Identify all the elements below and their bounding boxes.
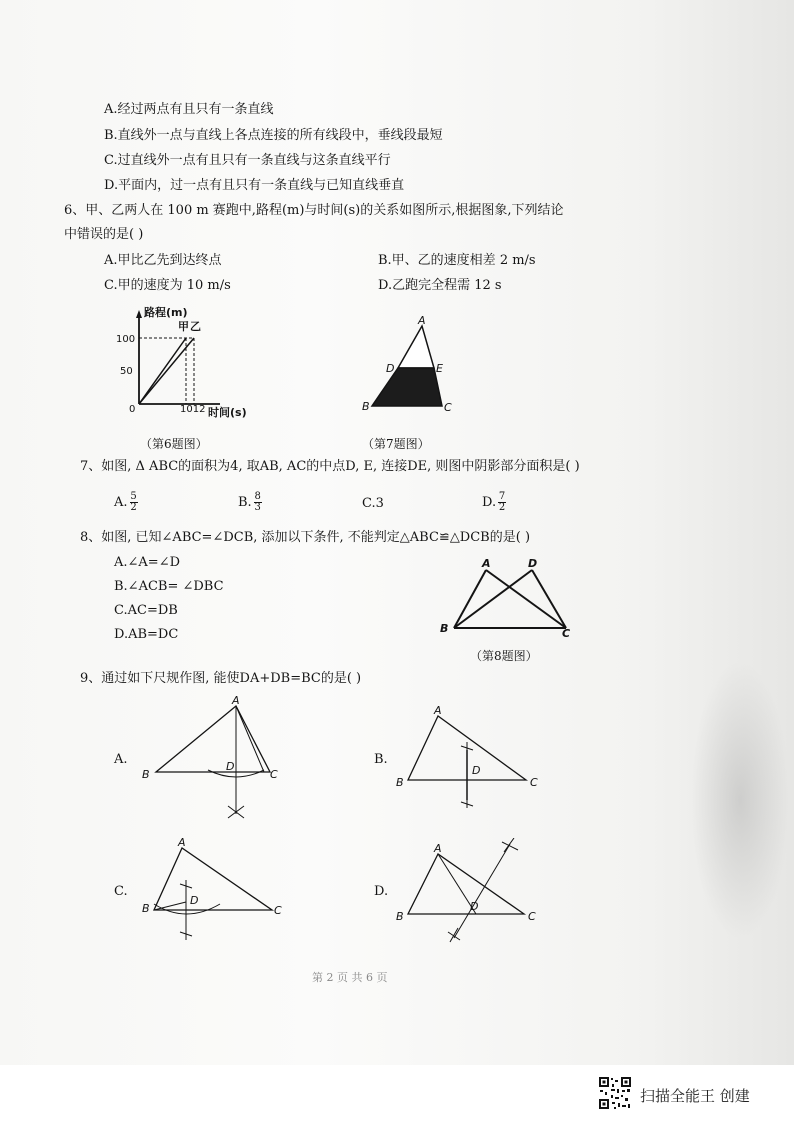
q8-stem: 8、如图, 已知∠ABC=∠DCB, 添加以下条件, 不能判定△ABC≌△DCB的是( ) xyxy=(80,530,531,545)
q9d-label-c: C xyxy=(528,910,536,923)
q9-stem: 9、通过如下尺规作图, 能使DA+DB=BC的是( ) xyxy=(80,671,362,686)
q7-caption: （第7题图） xyxy=(362,437,430,451)
q9a-label-a: A xyxy=(232,694,240,707)
q9a-label-d: D xyxy=(226,760,235,773)
scanner-watermark xyxy=(598,1076,788,1112)
q6-xlabel: 时间(s) xyxy=(208,406,247,419)
q5-option-d: D.平面内，过一点有且只有一条直线与已知直线垂直 xyxy=(104,178,405,193)
q6-option-d: D.乙跑完全程需 12 s xyxy=(378,278,502,293)
q9a-label-c: C xyxy=(270,768,278,781)
q7-stem: 7、如图, Δ ABC的面积为4, 取AB, AC的中点D, E, 连接DE, 则图中阴影部分面积是( ) xyxy=(80,459,580,474)
q9-option-b-label: B. xyxy=(374,752,388,767)
q6-ytick-100: 100 xyxy=(116,334,136,345)
q9c-label-b: B xyxy=(142,902,150,915)
q7-shaded-region xyxy=(372,368,442,406)
q9b-label-b: B xyxy=(396,776,404,789)
q8-label-c: C xyxy=(562,627,571,640)
q6-label-jia: 甲 xyxy=(178,320,189,333)
q8-label-a: A xyxy=(482,557,491,570)
q6-origin: 0 xyxy=(129,404,136,415)
q9-figure-d xyxy=(394,838,554,944)
q9d-label-d: D xyxy=(470,900,479,913)
q9-option-c-label: C. xyxy=(114,884,128,899)
q6-label-yi: 乙 xyxy=(190,320,201,333)
q9c-label-d: D xyxy=(190,894,199,907)
q7-label-c: C xyxy=(444,401,452,414)
q8-option-a: A.∠A=∠D xyxy=(114,555,181,570)
q9-option-a-label: A. xyxy=(114,752,128,767)
q8-option-c: C.AC=DB xyxy=(114,603,178,618)
q9b-label-c: C xyxy=(530,776,538,789)
q7-label-b: B xyxy=(362,400,370,413)
scanner-brand-text: 扫描全能王 创建 xyxy=(640,1087,750,1105)
q8-caption: （第8题图） xyxy=(470,649,538,663)
q5-option-c: C.过直线外一点有且只有一条直线与这条直线平行 xyxy=(104,153,391,168)
qr-code-icon xyxy=(598,1076,632,1110)
q7-figure xyxy=(356,310,466,422)
q6-option-c: C.甲的速度为 10 m/s xyxy=(104,278,231,293)
q7-option-b: B. $\frac{8}{3}$ xyxy=(238,491,261,513)
q7-option-c: C.3 xyxy=(362,496,384,511)
q9a-label-b: B xyxy=(142,768,150,781)
q9d-label-b: B xyxy=(396,910,404,923)
q6-caption: （第6题图） xyxy=(140,437,208,451)
q6-stem-line1: 6、甲、乙两人在 100 m 赛跑中,路程(m)与时间(s)的关系如图所示,根据图象,下列结论 xyxy=(64,203,564,218)
q6-ylabel: 路程(m) xyxy=(144,306,188,319)
q7-label-a: A xyxy=(418,314,426,327)
q9-figure-b xyxy=(394,700,554,812)
q7-label-e: E xyxy=(436,362,443,375)
q9b-label-d: D xyxy=(472,764,481,777)
q6-graph xyxy=(108,298,278,426)
q6-ytick-50: 50 xyxy=(120,366,133,377)
q8-figure xyxy=(436,556,584,640)
q9-figure-a xyxy=(140,694,290,822)
q6-xticks: 1012 xyxy=(180,404,206,415)
q9c-label-c: C xyxy=(274,904,282,917)
page-footer: 第 2 页 共 6 页 xyxy=(312,971,388,984)
q9-option-d-label: D. xyxy=(374,884,389,899)
q9-figure-c xyxy=(140,832,290,944)
q7-option-d: D. $\frac{7}{2}$ xyxy=(482,491,506,513)
q9b-label-a: A xyxy=(434,704,442,717)
q5-option-a: A.经过两点有且只有一条直线 xyxy=(104,102,274,117)
q8-option-d: D.AB=DC xyxy=(114,627,179,642)
q9c-label-a: A xyxy=(178,836,186,849)
q8-label-d: D xyxy=(528,557,538,570)
q6-series-jia xyxy=(139,338,186,404)
q8-label-b: B xyxy=(440,622,449,635)
q8-option-b: B.∠ACB= ∠DBC xyxy=(114,579,224,594)
q6-option-a: A.甲比乙先到达终点 xyxy=(104,253,222,268)
q7-option-a: A. $\frac{5}{2}$ xyxy=(114,491,137,513)
q5-option-b: B.直线外一点与直线上各点连接的所有线段中，垂线段最短 xyxy=(104,128,443,143)
scan-smudge xyxy=(690,660,790,940)
q9d-label-a: A xyxy=(434,842,442,855)
q6-stem-line2: 中错误的是( ) xyxy=(64,227,144,242)
q6-option-b: B.甲、乙的速度相差 2 m/s xyxy=(378,253,536,268)
q7-label-d: D xyxy=(386,362,395,375)
